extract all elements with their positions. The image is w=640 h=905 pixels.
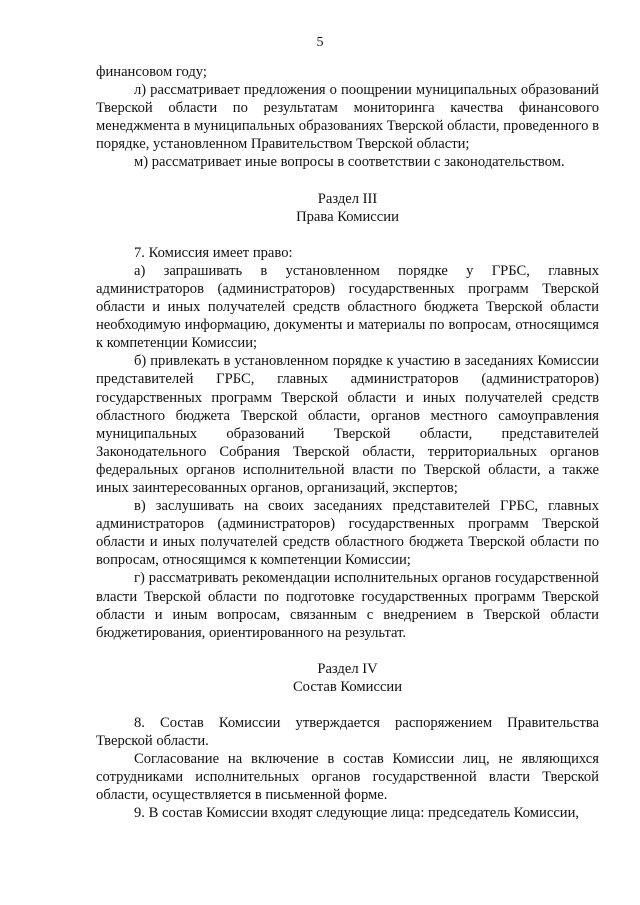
page-number: 5 <box>316 35 324 50</box>
section-4-title: Состав Комиссии <box>292 678 403 695</box>
paragraph-7-v: в) заслушивать на своих заседаниях представителей ГРБС, главных администраторов (администраторов) государственных программ Тверской области и иных получателей средств областного бюджета Тверской области по вопросам, относящимся к компетенции Комиссии; <box>96 498 599 569</box>
paragraph-item-m: м) рассматривает иные вопросы в соответствии с законодательством. <box>134 154 565 171</box>
paragraph-9: 9. В состав Комиссии входят следующие лица: председатель Комиссии, <box>134 805 580 822</box>
paragraph-7-intro: 7. Комиссия имеет право: <box>134 244 293 261</box>
paragraph-8-approval: Согласование на включение в состав Комиссии лиц, не являющихся сотрудниками исполнительных органов государственной власти Тверской области, осуществляется в письменной форме. <box>96 751 599 804</box>
section-3-number: Раздел III <box>317 190 378 207</box>
section-4-number: Раздел IV <box>317 660 378 677</box>
paragraph-continuation: финансовом году; <box>96 64 207 80</box>
paragraph-7-b: б) привлекать в установленном порядке к участию в заседаниях Комиссии представителей ГРБС, главных администраторов (администраторов) государственных программ Тверской области и иных получателей средств областного бюджета Тверской области, органов местного самоуправления муниципальных образований Тверской области, представителей Законодательного Собрания Тверской области, территориальных органов федеральных органов исполнительной власти по Тверской области, а также иных заинтересованных органов, организаций, экспертов; <box>96 353 599 496</box>
paragraph-item-l: л) рассматривает предложения о поощрении муниципальных образований Тверской области по результатам мониторинга качества финансового менеджмента в муниципальных образованиях Тверской области, проведенного в порядке, установленном Правительством Тверской области; <box>96 82 599 153</box>
document-body <box>96 63 599 823</box>
section-3-title: Права Комиссии <box>296 208 399 225</box>
paragraph-7-a: а) запрашивать в установленном порядке у ГРБС, главных администраторов (администраторов) государственных программ Тверской области и иных получателей средств областного бюджета Тверской области необходимую информацию, документы и материалы по вопросам, относящимся к компетенции Комиссии; <box>96 262 599 352</box>
paragraph-8: 8. Состав Комиссии утверждается распоряжением Правительства Тверской области. <box>96 715 599 750</box>
paragraph-7-g: г) рассматривать рекомендации исполнительных органов государственной власти Тверской области по подготовке государственных программ Тверской области и иным вопросам, связанным с внедрением в Тверской области бюджетирования, ориентированного на результат. <box>96 570 599 641</box>
